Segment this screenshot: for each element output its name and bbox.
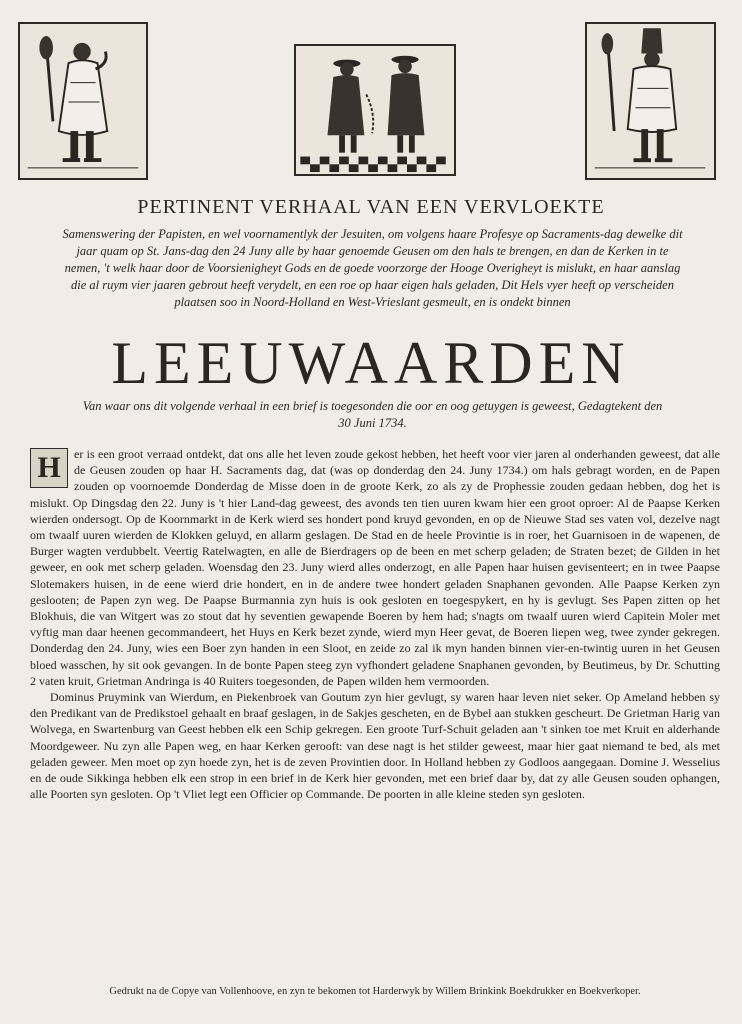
woodcut-center-two-men (294, 44, 456, 176)
torchbearer-illustration (20, 24, 146, 178)
drop-cap: H (30, 448, 68, 488)
woodcut-right-tall-hat-man (585, 22, 716, 180)
paragraph-1-text: er is een groot verraad ontdekt, dat ons alle het leven zoude gekost hebben, het heeft voor vier jaren al onderhanden geweest, dat alle de Geusen zouden op haar H. Sacraments dag, dat (was op donderdag den 24. Juny 1734.) om hals gebragt worden, en de Papen zouden op voornoemde Donderdag de Misse doen in de groote Kerk, zo als zy de Prophessie zouden gedaan hebben, dog het is mislukt. Op Dingsdag den 22. Juny is 't hier Land-dag geweest, des avonds ten tien uuren kwam hier een groot oproer: Al de Paapse Kerken wierden ondersogt. Op de Koornmarkt in de Kerk wierd ses hondert pond kruyd gevonden, en op de Nieuwe Stad ses vaten vol, dezelve nagt om twaalf uuren wierden de Klokken geluyd, en allarm geslagen. De Stad en de heele Provintie is in roer, het Guarnisoen in de wapenen, de Burger wagten verdubbelt. Veertig Ratelwagten, en alle de Bierdragers op de been en met scherp geladen; de Straten bezet; de Gilden in het geweer, en ook met scherp geladen. Woensdag den 23. Juny wierd alles onderzogt, en alle Papen haar huisen gevisenteert; en in twee Paapse Slotemakers huisen, in de eene wierd drie hondert, en in de andere twee hondert geladen Snaphanen gevonden. Alle Paapse Kerken zyn geslooten; de Papen zyn weg. De Paapse Burmannia zyn huis is ook gesloten en toegespykert, en hy is gevlugt. Ses Papen zitten op het Blokhuis, die van Witgert was zo stout dat hy seventien gewapende Boeren by hem had; s'nagts om twaalf uuren wierd Capitein Moler met vyftig man daar heenen gecommandeert, het Huys en Kerk bezet zynde, wierd myn Heer gevat, de Boeren liepen weg, twee zynder gekregen. Donderdag den 24. Juny, wies een Boer zyn handen in een Sloot, en zeide zo zal ik myn handen binnen vier-en-twintig uuren in het Geusen bloed wasschen, hy sit ook gevangen. In de bonte Papen steeg zyn vyfhondert geladene Snaphanen gevonden, by Beutimeus, by Dr. Schutting 2 vaten kruit, Grietman Andringa is 40 Ruiters toegesonden, de Papen wilden hem vermoorden. (30, 447, 720, 688)
paragraph-2: Dominus Pruymink van Wierdum, en Piekenbroek van Goutum zyn hier gevlugt, sy waren haar leven niet seker. Op Ameland hebben sy den Predikant van de Predikstoel gehaalt en braaf geslagen, in de Sakjes gescheten, en de Bybel aan stukken gescheurt. De Grietman Harig van Wolvega, en Swartenburg van Geest hebben elk een Schip gekregen. Een groote Turf-Schuit geladen aan 't sinken toe met Kruit en alderhande Moordgeweer. Nu zyn alle Papen weg, en haar Kerken gerooft: van dese nagt is het stilder geweest, maar hier gaat niemand te bed, als met geladen geweer. Men moet op zyn hoede zyn, het is de zeven Provintien door. In Holland hebben zy Godloos aangegaan. Domine J. Wesselius en de oude Sikkinga hebben elk een strop in een brief in de Kerk hier gevonden, met een brief daar by, dat zy alle Geusen souden ophangen, alle Poorten syn gesloten. Op 't Vliet legt een Officier op Commande. De poorten in alle kleine steden syn gesloten. (30, 690, 720, 802)
woodcut-left-torchbearer (18, 22, 148, 180)
two-men-illustration (296, 46, 454, 174)
city-heading: LEEUWAARDEN (111, 330, 631, 396)
broadsheet-title: PERTINENT VERHAAL VAN EEN VERVLOEKTE (137, 196, 605, 218)
printer-imprint: Gedrukt na de Copye van Vollenhoove, en zyn te bekomen tot Harderwyk by Willem Brinkink Boekdrukker en Boekverkoper. (109, 986, 641, 997)
subtitle-line: Van waar ons dit volgende verhaal in een brief is toegesonden die oor en oog getuygen is geweest, Gedagtekent den 30 Juni 1734. (82, 399, 663, 430)
letter-body (30, 446, 720, 802)
intro-paragraph: Samenswering der Papisten, en wel voornamentlyk der Jesuiten, om volgens haare Profesye op Sacraments-dag dewelke dit jaar quam op St. Jans-dag den 24 Juny alle by haar genoemde Geusen om den hals te brengen, en dan de Kerken in te nemen, 't welk haar door de Voorsienigheyt Gods en de goede voorzorge der Hooge Overigheyt is mislukt, en haar aanslag die al ruym vier jaaren gebrout heeft verydelt, en een roe op haar eigen hals geladen, Dit Hels vyer heeft op verscheiden plaatsen soo in Noord-Holland en West-Vrieslant gesmeult, en is ondekt binnen (62, 227, 683, 309)
paragraph-1 (30, 446, 720, 689)
tall-hat-man-illustration (587, 24, 714, 178)
